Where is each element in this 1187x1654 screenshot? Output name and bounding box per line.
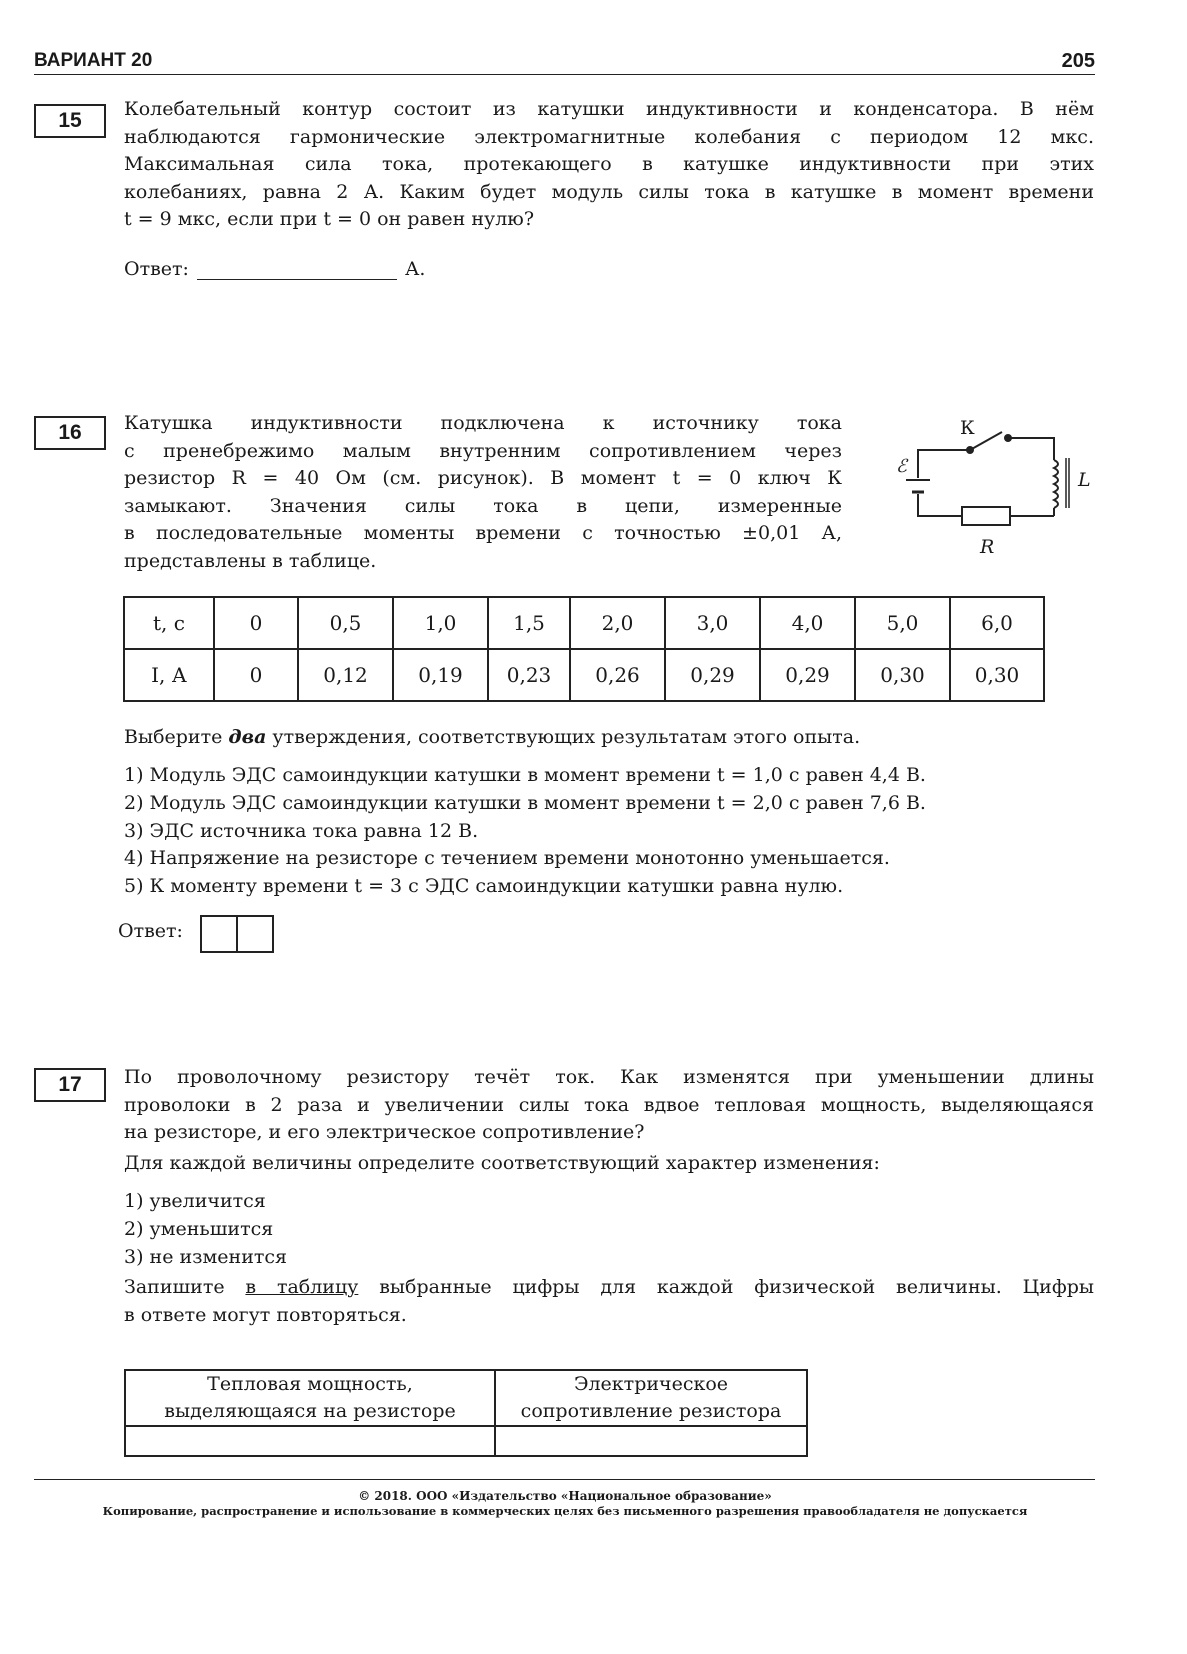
write-underlined: в таблицу xyxy=(245,1276,359,1298)
inductor-label: L xyxy=(1078,469,1091,491)
instruction-text: Выберите xyxy=(124,726,229,748)
question-16-options xyxy=(124,762,926,901)
question-17-number: 17 xyxy=(34,1068,106,1102)
question-15-text xyxy=(124,96,1094,234)
write-text: в ответе могут повторяться. xyxy=(124,1303,407,1326)
answer-unit: А. xyxy=(404,258,426,280)
footer-copyright: © 2018. ООО «Издательство «Национальное образование» xyxy=(358,1489,772,1503)
header-cell-resistance xyxy=(495,1370,807,1426)
table-cell: 0,30 xyxy=(950,649,1044,701)
header-line: выделяющаяся на резисторе xyxy=(164,1400,456,1422)
q15-line: t = 9 мкс, если при t = 0 он равен нулю? xyxy=(124,208,535,230)
question-17-instruction: Для каждой величины определите соответствующий характер изменения: xyxy=(124,1152,880,1174)
header-line: Тепловая мощность, xyxy=(207,1373,413,1395)
table-row-current xyxy=(124,649,1044,701)
table-cell: 2,0 xyxy=(570,597,665,649)
key-label: К xyxy=(960,417,975,439)
table-row xyxy=(125,1426,807,1456)
table-cell: 0,26 xyxy=(570,649,665,701)
table-cell: 0,12 xyxy=(298,649,393,701)
circuit-diagram xyxy=(890,408,1110,568)
resistor-label: R xyxy=(980,536,995,558)
q16-line: представлены в таблице. xyxy=(124,549,377,572)
option-item: 2) уменьшится xyxy=(124,1217,274,1240)
question-15-number: 15 xyxy=(34,104,106,138)
answer-cell-power[interactable] xyxy=(125,1426,495,1456)
q16-line: резистор R = 40 Ом (см. рисунок). В момент t = 0 ключ К xyxy=(124,467,842,489)
header-line: Электрическое xyxy=(573,1373,729,1395)
q16-line: с пренебрежимо малым внутренним сопротивлением через xyxy=(124,439,842,462)
table-cell: 0,30 xyxy=(855,649,950,701)
table-cell: 0,5 xyxy=(298,597,393,649)
option-item: 4) Напряжение на резисторе с течением времени монотонно уменьшается. xyxy=(124,847,890,870)
q15-line: Колебательный контур состоит из катушки индуктивности и конденсатора. В нём xyxy=(124,98,1094,120)
table-cell: I, А xyxy=(124,649,214,701)
page-number: 205 xyxy=(1061,50,1095,72)
header-cell-power xyxy=(125,1370,495,1426)
q16-line: замыкают. Значения силы тока в цепи, измеренные xyxy=(124,494,842,517)
instruction-text: утверждения, соответствующих результатам этого опыта. xyxy=(266,726,861,748)
measurement-table xyxy=(123,596,1045,702)
question-15-answer xyxy=(124,258,425,280)
q15-line: Максимальная сила тока, протекающего в катушке индуктивности при этих xyxy=(124,153,1094,175)
q15-line: колебаниях, равна 2 А. Каким будет модуль силы тока в катушке в момент времени xyxy=(124,180,1094,203)
table-cell: 0 xyxy=(214,649,298,701)
q17-line: на резисторе, и его электрическое сопротивление? xyxy=(124,1121,645,1143)
table-cell: 3,0 xyxy=(665,597,760,649)
variant-label: ВАРИАНТ 20 xyxy=(34,50,153,71)
question-17-write-instruction xyxy=(124,1274,1094,1329)
table-row xyxy=(125,1370,807,1426)
answer-box[interactable] xyxy=(236,915,274,953)
write-text: выбранные цифры для каждой физической величины. Цифры xyxy=(358,1276,1094,1298)
option-item: 3) ЭДС источника тока равна 12 В. xyxy=(124,819,479,842)
table-row-time xyxy=(124,597,1044,649)
option-item: 3) не изменится xyxy=(124,1245,288,1268)
header-divider xyxy=(34,74,1095,75)
emf-label: ℰ xyxy=(896,456,907,477)
footer-divider xyxy=(34,1479,1095,1480)
answer-blank[interactable] xyxy=(197,259,397,280)
table-cell: 1,5 xyxy=(488,597,570,649)
question-17-options xyxy=(124,1188,287,1271)
table-cell: 1,0 xyxy=(393,597,488,649)
option-item: 1) Модуль ЭДС самоиндукции катушки в момент времени t = 1,0 с равен 4,4 В. xyxy=(124,764,926,786)
header-line: сопротивление резистора xyxy=(520,1400,782,1422)
q16-line: в последовательные моменты времени с точностью ±0,01 А, xyxy=(124,522,842,544)
answer-cell-resistance[interactable] xyxy=(495,1426,807,1456)
option-item: 2) Модуль ЭДС самоиндукции катушки в момент времени t = 2,0 с равен 7,6 В. xyxy=(124,791,926,814)
question-16-text xyxy=(124,410,842,575)
q17-line: По проволочному резистору течёт ток. Как изменятся при уменьшении длины xyxy=(124,1066,1094,1088)
table-cell: 0 xyxy=(214,597,298,649)
q17-line: проволоки в 2 раза и увеличении силы тока вдвое тепловая мощность, выделяющаяся xyxy=(124,1093,1094,1116)
question-16-number: 16 xyxy=(34,416,106,450)
option-item: 5) К моменту времени t = 3 с ЭДС самоиндукции катушки равна нулю. xyxy=(124,875,844,898)
question-17-answer-table xyxy=(124,1369,808,1457)
q15-line: наблюдаются гармонические электромагнитные колебания с периодом 12 мкс. xyxy=(124,125,1094,148)
table-cell: 0,29 xyxy=(760,649,855,701)
question-16-answer-boxes xyxy=(200,915,272,953)
write-text: Запишите xyxy=(124,1276,246,1298)
table-cell: 0,19 xyxy=(393,649,488,701)
question-17-text xyxy=(124,1064,1094,1147)
table-cell: 0,23 xyxy=(488,649,570,701)
option-item: 1) увеличится xyxy=(124,1190,266,1212)
table-cell: 6,0 xyxy=(950,597,1044,649)
question-16-answer-label: Ответ: xyxy=(118,920,183,942)
question-16-instruction xyxy=(124,724,1084,752)
table-cell: t, с xyxy=(124,597,214,649)
footer-notice: Копирование, распространение и использование в коммерческих целях без письменного разрешения правообладателя не допускается xyxy=(102,1504,1028,1518)
table-cell: 0,29 xyxy=(665,649,760,701)
answer-box[interactable] xyxy=(200,915,238,953)
instruction-emphasis: два xyxy=(228,726,267,748)
answer-label: Ответ: xyxy=(124,258,189,280)
table-cell: 5,0 xyxy=(855,597,950,649)
table-cell: 4,0 xyxy=(760,597,855,649)
q16-line: Катушка индуктивности подключена к источнику тока xyxy=(124,412,842,434)
